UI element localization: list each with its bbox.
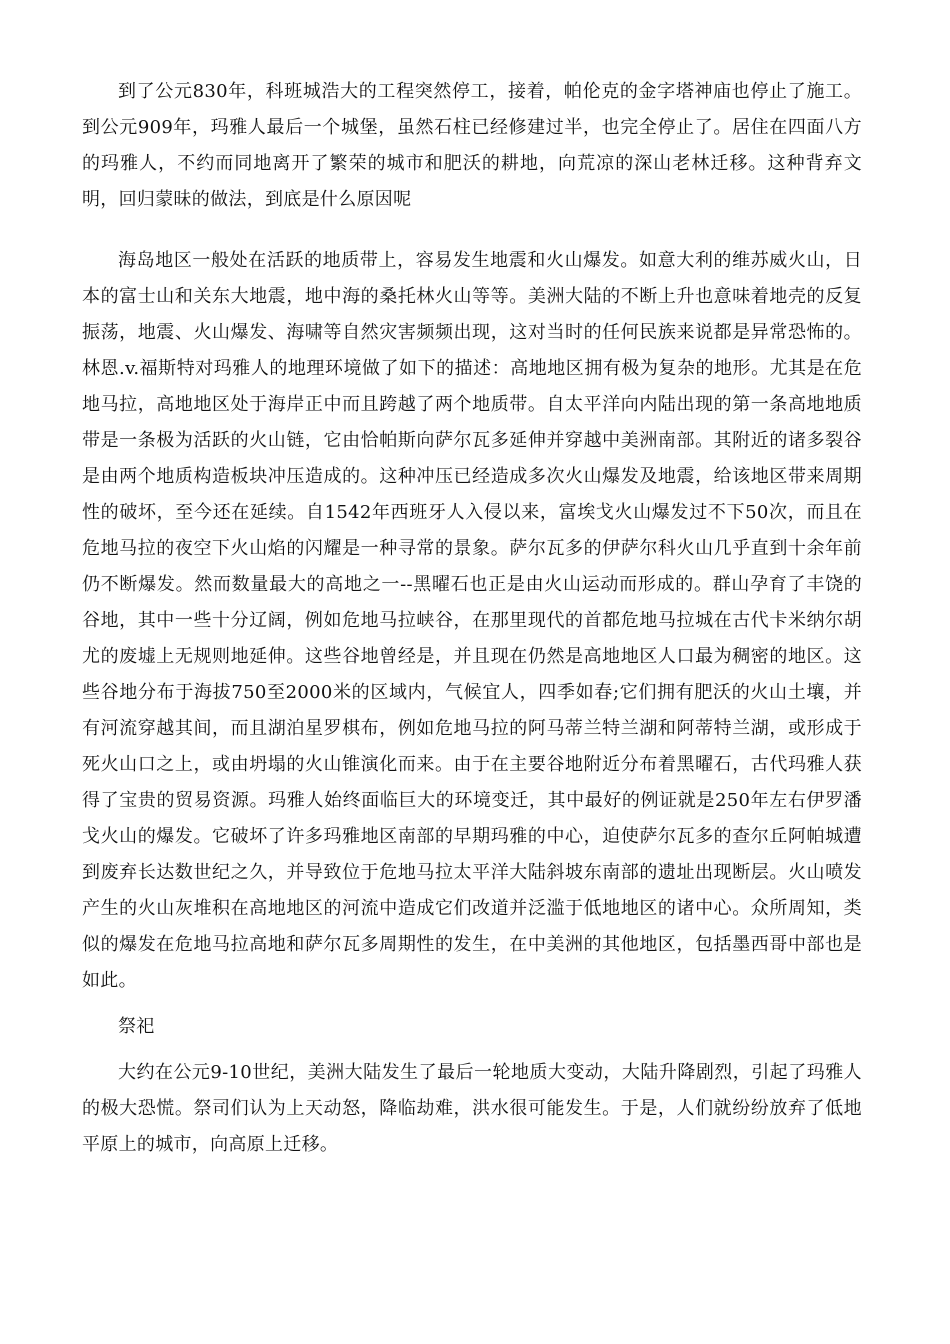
paragraph-maya-abandonment: 到了公元830年，科班城浩大的工程突然停工，接着，帕伦克的金字塔神庙也停止了施工。到公元909年，玛雅人最后一个城堡，虽然石柱已经修建过半，也完全停止了。居住在四面八方的玛雅人，不约而同地离开了繁荣的城市和肥沃的耕地，向荒凉的深山老林迁移。这种背弃文明，回归蒙昧的做法，到底是什么原因呢: [82, 81, 862, 210]
document-page: [82, 74, 862, 1188]
paragraph-closing: 大约在公元9-10世纪，美洲大陆发生了最后一轮地质大变动，大陆升降剧烈，引起了玛雅人的极大恐慌。祭司们认为上天动怒，降临劫难，洪水很可能发生。于是，人们就纷纷放弃了低地平原上的城市，向高原上迁移。: [82, 1062, 862, 1155]
paragraph-geology-volcanoes: 海岛地区一般处在活跃的地质带上，容易发生地震和火山爆发。如意大利的维苏威火山，日本的富士山和关东大地震，地中海的桑托林火山等等。美洲大陆的不断上升也意味着地壳的反复振荡，地震、火山爆发、海啸等自然灾害频频出现，这对当时的任何民族来说都是异常恐怖的。林恩.v.福斯特对玛雅人的地理环境做了如下的描述：高地地区拥有极为复杂的地形。尤其是在危地马拉，高地地区处于海岸正中而且跨越了两个地质带。自太平洋向内陆出现的第一条高地地质带是一条极为活跃的火山链，它由恰帕斯向萨尔瓦多延伸并穿越中美洲南部。其附近的诸多裂谷是由两个地质构造板块冲压造成的。这种冲压已经造成多次火山爆发及地震，给该地区带来周期性的破坏，至今还在延续。自1542年西班牙人入侵以来，富埃戈火山爆发过不下50次，而且在危地马拉的夜空下火山焰的闪耀是一种寻常的景象。萨尔瓦多的伊萨尔科火山几乎直到十余年前仍不断爆发。然而数量最大的高地之一--黑曜石也正是由火山运动而形成的。群山孕育了丰饶的谷地，其中一些十分辽阔，例如危地马拉峡谷，在那里现代的首都危地马拉城在古代卡米纳尔胡尤的废墟上无规则地延伸。这些谷地曾经是，并且现在仍然是高地地区人口最为稠密的地区。这些谷地分布于海拔750至2000米的区域内，气候宜人，四季如春;它们拥有肥沃的火山土壤，并有河流穿越其间，而且湖泊星罗棋布，例如危地马拉的阿马蒂兰特兰湖和阿蒂特兰湖，或形成于死火山口之上，或由坍塌的火山锥演化而来。由于在主要谷地附近分布着黑曜石，古代玛雅人获得了宝贵的贸易资源。玛雅人始终面临巨大的环境变迁，其中最好的例证就是250年左右伊罗潘戈火山的爆发。它破坏了许多玛雅地区南部的早期玛雅的中心，迫使萨尔瓦多的查尔丘阿帕城遭到废弃长达数世纪之久，并导致位于危地马拉太平洋大陆斜坡东南部的遗址出现断层。火山喷发产生的火山灰堆积在高地地区的河流中造成它们改道并泛滥于低地地区的诸中心。众所周知，类似的爆发在危地马拉高地和萨尔瓦多周期性的发生，在中美洲的其他地区，包括墨西哥中部也是如此。: [82, 250, 862, 991]
section-heading: 祭祀: [118, 1016, 155, 1037]
